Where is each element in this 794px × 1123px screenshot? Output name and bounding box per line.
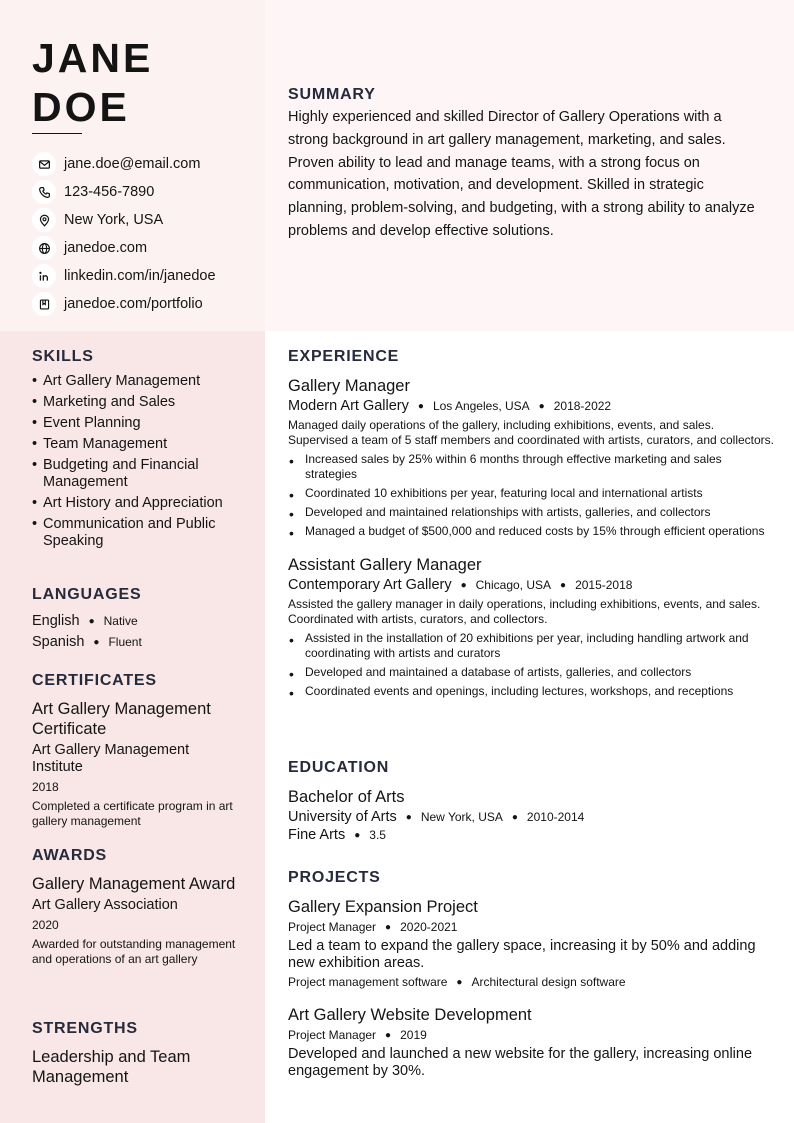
job-entry <box>288 555 774 699</box>
linkedin-icon <box>32 264 56 288</box>
language-row <box>32 611 242 632</box>
education-field-row <box>288 827 774 843</box>
school-location: New York, USA <box>420 810 503 824</box>
name-divider <box>32 133 82 134</box>
project-role: Project Manager <box>288 920 377 934</box>
separator-dot: ● <box>460 579 467 591</box>
globe-icon <box>32 236 56 260</box>
project-role: Project Manager <box>288 1028 377 1042</box>
separator-dot: ● <box>385 1029 392 1041</box>
language-name: English <box>32 613 80 629</box>
projects-section <box>288 869 774 1080</box>
field-of-study: Fine Arts <box>288 827 346 843</box>
job-description: Managed daily operations of the gallery, including exhibitions, events, and sales. Supervised a team of 5 staff members and coordinated with artists, curators, and collectors. <box>288 418 775 447</box>
contact-email[interactable] <box>32 150 216 178</box>
job-entry <box>288 376 774 539</box>
list-item: • Increased sales by 25% within 6 months through effective marketing and sales strategies <box>288 452 774 482</box>
separator-dot: ● <box>385 921 392 933</box>
separator-dot: ● <box>354 829 361 841</box>
strengths-section <box>32 1020 242 1087</box>
certificates-section <box>32 672 242 829</box>
education-section <box>288 759 774 843</box>
list-item: • Communication and Public Speaking <box>32 516 242 550</box>
list-item: • Budgeting and Financial Management <box>32 457 242 491</box>
separator-dot: ● <box>511 811 518 823</box>
list-item: • Assisted in the installation of 20 exhibitions per year, including handling artwork and coordinating with artists and curators <box>288 631 774 661</box>
job-company: Modern Art Gallery <box>288 398 409 414</box>
phone-icon <box>32 180 56 204</box>
name-last: DOE <box>32 84 130 130</box>
project-entry <box>288 1005 774 1080</box>
experience-section <box>288 348 774 703</box>
list-item: • Art Gallery Management <box>32 373 242 390</box>
separator-dot: ● <box>560 579 567 591</box>
language-level: Fluent <box>108 635 142 649</box>
list-item: • Team Management <box>32 436 242 453</box>
job-title: Gallery Manager <box>288 377 410 395</box>
list-item: • Developed and maintained a database of artists, galleries, and collectors <box>288 665 774 680</box>
degree-title: Bachelor of Arts <box>288 788 405 806</box>
school-name: University of Arts <box>288 809 397 825</box>
certificate-issuer: Art Gallery Management Institute <box>32 742 190 775</box>
job-location: Chicago, USA <box>475 578 552 592</box>
contact-website[interactable] <box>32 234 216 262</box>
certificate-title: Art Gallery Management Certificate <box>32 700 211 738</box>
job-title: Assistant Gallery Manager <box>288 556 482 574</box>
education-dates: 2010-2014 <box>526 810 585 824</box>
list-item: • Event Planning <box>32 415 242 432</box>
project-description: Developed and launched a new website for the gallery, increasing online engagement by 30%. <box>288 1046 753 1079</box>
list-item: • Developed and maintained relationships with artists, galleries, and collectors <box>288 505 774 520</box>
contact-location-text: New York, USA <box>64 212 164 228</box>
contact-linkedin-text: linkedin.com/in/janedoe <box>64 268 216 284</box>
projects-heading: PROJECTS <box>288 869 381 886</box>
project-tool: Architectural design software <box>471 975 626 989</box>
location-pin-icon <box>32 208 56 232</box>
skills-heading: SKILLS <box>32 348 94 365</box>
contact-email-text: jane.doe@email.com <box>64 156 201 172</box>
list-item: • Marketing and Sales <box>32 394 242 411</box>
summary-text: Highly experienced and skilled Director of Gallery Operations with a strong background in art gallery management, marketing, and sales. Proven ability to lead and manage teams, with a strong focus on communication, motivation, and development. Skilled in strategic planning, problem-solving, and budgeting, with a strong ability to analyze problems and develop effective solutions. <box>288 109 755 239</box>
job-achievements <box>288 631 774 699</box>
job-description: Assisted the gallery manager in daily operations, including exhibitions, events, and sales. Coordinated with artists, curators, and collectors. <box>288 597 761 626</box>
list-item: • Managed a budget of $500,000 and reduced costs by 15% through efficient operations <box>288 524 774 539</box>
award-year: 2020 <box>32 918 59 932</box>
contact-portfolio[interactable] <box>32 290 216 318</box>
strength-item: Leadership and Team Management <box>32 1048 191 1086</box>
contact-phone-text: 123-456-7890 <box>64 184 155 200</box>
languages-section <box>32 586 242 653</box>
candidate-name <box>32 34 153 132</box>
project-entry <box>288 897 774 989</box>
project-dates: 2019 <box>400 1028 427 1042</box>
award-description: Awarded for outstanding management and operations of an art gallery <box>32 937 236 966</box>
certificates-heading: CERTIFICATES <box>32 672 157 689</box>
separator-dot: ● <box>538 400 545 412</box>
experience-heading: EXPERIENCE <box>288 348 400 365</box>
project-meta <box>288 920 774 934</box>
separator-dot: ● <box>88 616 95 627</box>
education-heading: EDUCATION <box>288 759 390 776</box>
contact-phone[interactable] <box>32 178 216 206</box>
education-meta <box>288 809 774 825</box>
separator-dot: ● <box>405 811 412 823</box>
contact-portfolio-text: janedoe.com/portfolio <box>64 296 203 312</box>
contact-linkedin[interactable] <box>32 262 216 290</box>
award-title: Gallery Management Award <box>32 875 236 893</box>
awards-heading: AWARDS <box>32 847 108 864</box>
certificate-description: Completed a certificate program in art gallery management <box>32 799 233 828</box>
contact-list <box>32 150 216 318</box>
language-name: Spanish <box>32 634 85 650</box>
job-meta <box>288 398 774 414</box>
job-dates: 2015-2018 <box>575 578 633 592</box>
project-dates: 2020-2021 <box>400 920 458 934</box>
strengths-heading: STRENGTHS <box>32 1020 138 1037</box>
job-dates: 2018-2022 <box>553 399 612 413</box>
language-level: Native <box>103 614 138 628</box>
project-description: Led a team to expand the gallery space, increasing it by 50% and adding new exhibition areas. <box>288 938 756 971</box>
contact-website-text: janedoe.com <box>64 240 148 256</box>
summary-section <box>288 86 758 243</box>
job-meta <box>288 577 774 593</box>
gpa: 3.5 <box>369 828 386 842</box>
list-item: • Art History and Appreciation <box>32 495 242 512</box>
job-company: Contemporary Art Gallery <box>288 577 452 593</box>
language-row <box>32 632 242 653</box>
mail-icon <box>32 152 56 176</box>
award-issuer: Art Gallery Association <box>32 897 178 913</box>
awards-section <box>32 847 242 967</box>
portfolio-icon <box>32 292 56 316</box>
job-location: Los Angeles, USA <box>432 399 530 413</box>
job-achievements <box>288 452 774 539</box>
separator-dot: ● <box>456 976 463 988</box>
skills-list <box>32 373 242 550</box>
project-tools <box>288 975 774 989</box>
project-meta <box>288 1028 774 1042</box>
certificate-year: 2018 <box>32 780 59 794</box>
project-tool: Project management software <box>288 975 448 989</box>
list-item: • Coordinated events and openings, including lectures, workshops, and receptions <box>288 684 774 699</box>
list-item: • Coordinated 10 exhibitions per year, featuring local and international artists <box>288 486 774 501</box>
languages-heading: LANGUAGES <box>32 586 142 603</box>
separator-dot: ● <box>93 637 100 648</box>
contact-location <box>32 206 216 234</box>
project-title: Gallery Expansion Project <box>288 898 478 916</box>
separator-dot: ● <box>417 400 424 412</box>
project-title: Art Gallery Website Development <box>288 1006 532 1024</box>
summary-heading: SUMMARY <box>288 86 376 103</box>
name-first: JANE <box>32 35 154 81</box>
skills-section <box>32 348 242 554</box>
